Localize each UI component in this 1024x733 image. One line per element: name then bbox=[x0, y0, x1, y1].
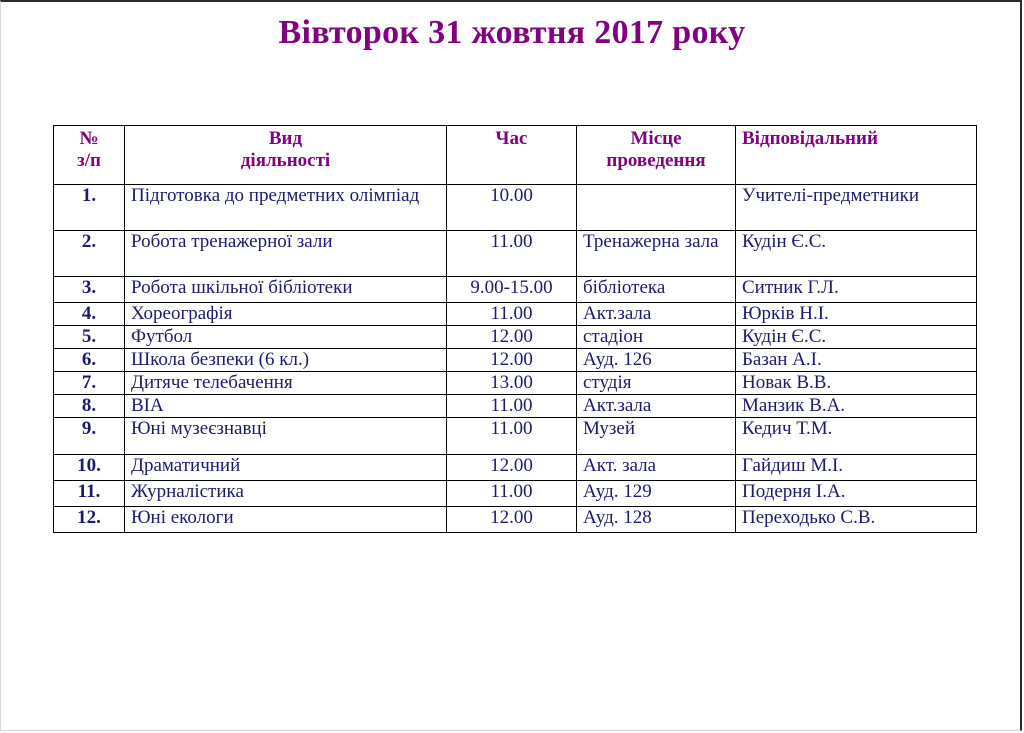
row-time: 11.00 bbox=[447, 303, 577, 326]
row-place: Ауд. 129 bbox=[577, 481, 736, 507]
table-row bbox=[54, 277, 977, 303]
row-number: 1. bbox=[54, 185, 125, 231]
table-row bbox=[54, 303, 977, 326]
row-responsible: Переходько С.В. bbox=[736, 507, 977, 533]
row-time: 9.00-15.00 bbox=[447, 277, 577, 303]
row-responsible: Новак В.В. bbox=[736, 372, 977, 395]
header-number-line2: з/п bbox=[77, 150, 101, 171]
table-row bbox=[54, 455, 977, 481]
row-responsible: Подерня І.А. bbox=[736, 481, 977, 507]
table-row bbox=[54, 372, 977, 395]
row-activity: ВІА bbox=[125, 395, 447, 418]
row-responsible: Ситник Г.Л. bbox=[736, 277, 977, 303]
header-place-line1: Місце bbox=[630, 128, 682, 149]
row-responsible: Кудін Є.С. bbox=[736, 231, 977, 277]
row-number: 5. bbox=[54, 326, 125, 349]
row-time: 12.00 bbox=[447, 455, 577, 481]
page-title: Вівторок 31 жовтня 2017 року bbox=[278, 14, 746, 51]
row-place: Музей bbox=[577, 418, 736, 455]
row-number: 12. bbox=[54, 507, 125, 533]
header-place bbox=[577, 126, 736, 185]
row-activity: Дитяче телебачення bbox=[125, 372, 447, 395]
row-activity: Підготовка до предметних олімпіад bbox=[125, 185, 447, 231]
row-responsible: Гайдиш М.І. bbox=[736, 455, 977, 481]
row-activity: Футбол bbox=[125, 326, 447, 349]
row-place: студія bbox=[577, 372, 736, 395]
row-number: 8. bbox=[54, 395, 125, 418]
row-time: 11.00 bbox=[447, 481, 577, 507]
header-activity-line1: Вид bbox=[268, 128, 303, 149]
row-time: 12.00 bbox=[447, 326, 577, 349]
row-number: 2. bbox=[54, 231, 125, 277]
header-activity-line2: діяльності bbox=[240, 150, 331, 171]
row-place: Тренажерна зала bbox=[577, 231, 736, 277]
row-responsible: Юрків Н.І. bbox=[736, 303, 977, 326]
row-place: Ауд. 128 bbox=[577, 507, 736, 533]
row-responsible: Учителі-предметники bbox=[736, 185, 977, 231]
row-number: 7. bbox=[54, 372, 125, 395]
row-time: 10.00 bbox=[447, 185, 577, 231]
table-row bbox=[54, 418, 977, 455]
row-activity: Юні музеєзнавці bbox=[125, 418, 447, 455]
row-place: Акт. зала bbox=[577, 455, 736, 481]
table-row bbox=[54, 185, 977, 231]
row-activity: Хореографія bbox=[125, 303, 447, 326]
row-number: 10. bbox=[54, 455, 125, 481]
schedule-table bbox=[53, 125, 977, 533]
header-number-line1: № bbox=[79, 128, 99, 149]
row-activity: Школа безпеки (6 кл.) bbox=[125, 349, 447, 372]
row-time: 11.00 bbox=[447, 395, 577, 418]
table-row bbox=[54, 481, 977, 507]
row-responsible: Кудін Є.С. bbox=[736, 326, 977, 349]
row-time: 12.00 bbox=[447, 507, 577, 533]
header-number bbox=[54, 126, 125, 185]
header-place-line2: проведення bbox=[606, 150, 706, 171]
row-responsible: Манзик В.А. bbox=[736, 395, 977, 418]
row-activity: Драматичний bbox=[125, 455, 447, 481]
table-header-row bbox=[54, 126, 977, 185]
row-time: 11.00 bbox=[447, 418, 577, 455]
table-row bbox=[54, 507, 977, 533]
row-responsible: Базан А.І. bbox=[736, 349, 977, 372]
header-activity bbox=[125, 126, 447, 185]
row-time: 13.00 bbox=[447, 372, 577, 395]
table-row bbox=[54, 231, 977, 277]
table-row bbox=[54, 326, 977, 349]
row-activity: Юні екологи bbox=[125, 507, 447, 533]
row-responsible: Кедич Т.М. bbox=[736, 418, 977, 455]
row-time: 11.00 bbox=[447, 231, 577, 277]
row-time: 12.00 bbox=[447, 349, 577, 372]
header-responsible: Відповідальний bbox=[736, 126, 977, 185]
table-row bbox=[54, 395, 977, 418]
row-number: 11. bbox=[54, 481, 125, 507]
row-place: Акт.зала bbox=[577, 395, 736, 418]
row-number: 6. bbox=[54, 349, 125, 372]
row-place: бібліотека bbox=[577, 277, 736, 303]
row-number: 9. bbox=[54, 418, 125, 455]
row-place: стадіон bbox=[577, 326, 736, 349]
row-number: 4. bbox=[54, 303, 125, 326]
row-activity: Робота тренажерної зали bbox=[125, 231, 447, 277]
table-row bbox=[54, 349, 977, 372]
header-time: Час bbox=[447, 126, 577, 185]
row-place bbox=[577, 185, 736, 231]
row-place: Акт.зала bbox=[577, 303, 736, 326]
row-number: 3. bbox=[54, 277, 125, 303]
row-activity: Робота шкільної бібліотеки bbox=[125, 277, 447, 303]
row-activity: Журналістика bbox=[125, 481, 447, 507]
row-place: Ауд. 126 bbox=[577, 349, 736, 372]
